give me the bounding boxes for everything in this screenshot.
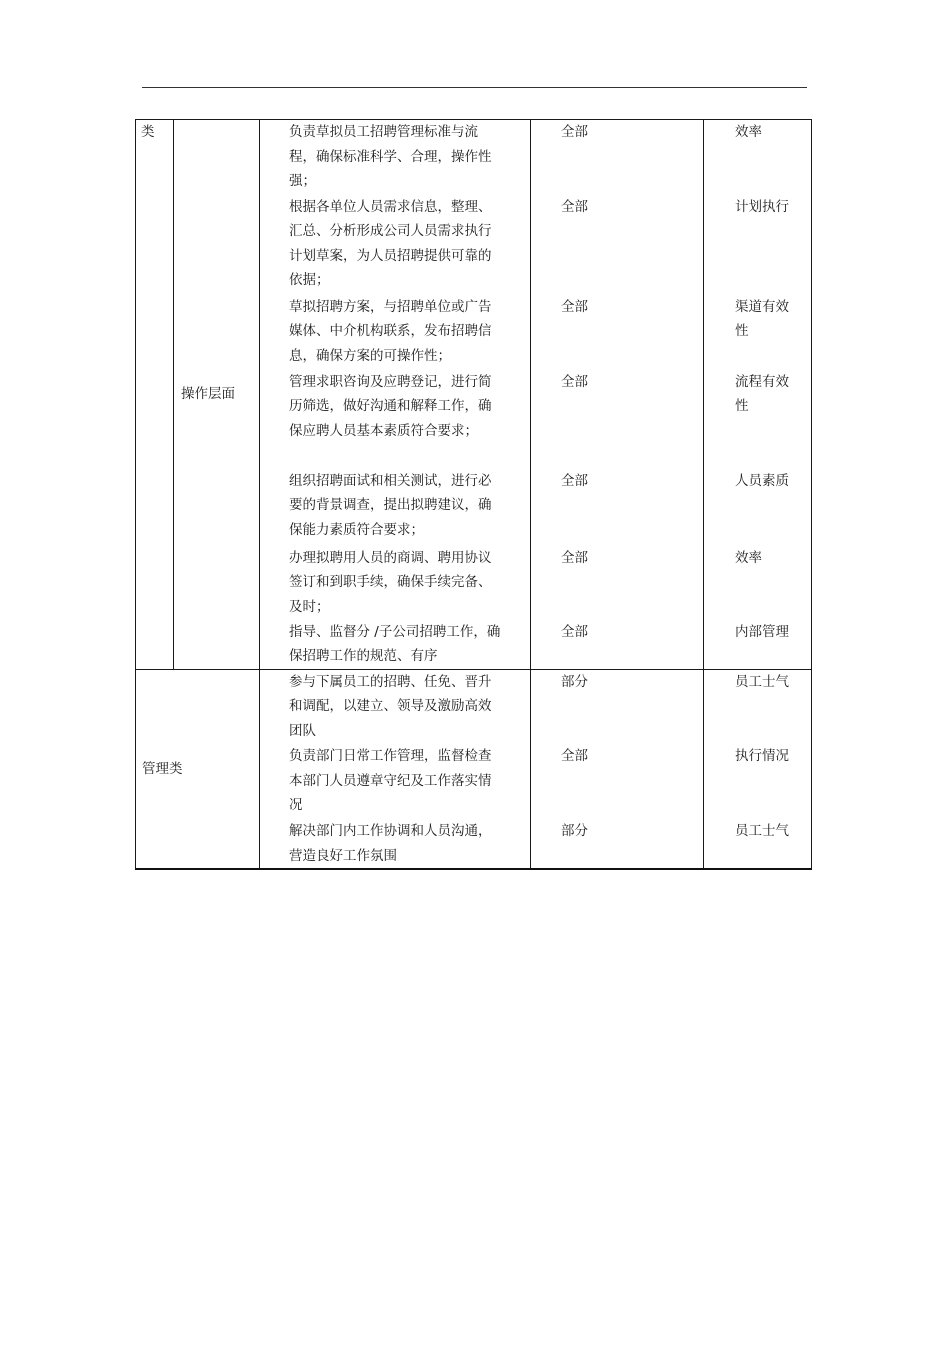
table-row	[136, 120, 812, 195]
kpi-cell: 人员素质	[704, 469, 812, 546]
kpi-cell: 效率	[704, 120, 812, 195]
responsibility-cell: 指导、监督分 /子公司招聘工作，确保招聘工作的规范、有序	[260, 620, 531, 670]
scope-cell: 全部	[531, 620, 704, 670]
responsibility-cell: 草拟招聘方案，与招聘单位或广告媒体、中介机构联系，发布招聘信息，确保方案的可操作性；	[260, 295, 531, 370]
responsibility-cell: 负责部门日常工作管理，监督检查本部门人员遵章守纪及工作落实情况	[260, 744, 531, 819]
category-cell	[136, 669, 260, 869]
responsibility-cell: 根据各单位人员需求信息，整理、汇总、分析形成公司人员需求执行计划草案，为人员招聘提供可靠的依据；	[260, 195, 531, 295]
responsibility-cell: 负责草拟员工招聘管理标准与流程，确保标准科学、合理，操作性强；	[260, 120, 531, 195]
responsibility-cell: 管理求职咨询及应聘登记，进行简历筛选，做好沟通和解释工作，确保应聘人员基本素质符合要求；	[260, 370, 531, 469]
scope-cell: 部分	[531, 669, 704, 744]
scope-cell: 全部	[531, 120, 704, 195]
scope-cell: 全部	[531, 744, 704, 819]
kpi-cell: 渠道有效性	[704, 295, 812, 370]
responsibility-cell: 组织招聘面试和相关测试，进行必要的背景调查，提出拟聘建议，确保能力素质符合要求；	[260, 469, 531, 546]
responsibility-table-wrap	[135, 119, 811, 870]
kpi-cell: 员工士气	[704, 819, 812, 869]
category-cell	[136, 120, 174, 670]
sub-category-cell	[174, 120, 260, 670]
kpi-cell: 内部管理	[704, 620, 812, 670]
responsibility-cell: 解决部门内工作协调和人员沟通，营造良好工作氛围	[260, 819, 531, 869]
responsibility-cell: 办理拟聘用人员的商调、聘用协议签订和到职手续，确保手续完备、及时；	[260, 546, 531, 620]
kpi-cell: 执行情况	[704, 744, 812, 819]
responsibility-cell: 参与下属员工的招聘、任免、晋升和调配，以建立、领导及激励高效团队	[260, 669, 531, 744]
kpi-cell: 员工士气	[704, 669, 812, 744]
category-label: 管理类	[142, 760, 183, 777]
scope-cell: 部分	[531, 819, 704, 869]
category-label: 类	[141, 124, 155, 140]
responsibility-table	[135, 119, 812, 870]
kpi-cell: 效率	[704, 546, 812, 620]
header-rule	[142, 87, 807, 88]
scope-cell: 全部	[531, 370, 704, 469]
table-row	[136, 669, 812, 744]
sub-category-label: 操作层面	[181, 385, 235, 402]
scope-cell: 全部	[531, 195, 704, 295]
scope-cell: 全部	[531, 546, 704, 620]
scope-cell: 全部	[531, 469, 704, 546]
kpi-cell: 流程有效性	[704, 370, 812, 469]
kpi-cell: 计划执行	[704, 195, 812, 295]
scope-cell: 全部	[531, 295, 704, 370]
